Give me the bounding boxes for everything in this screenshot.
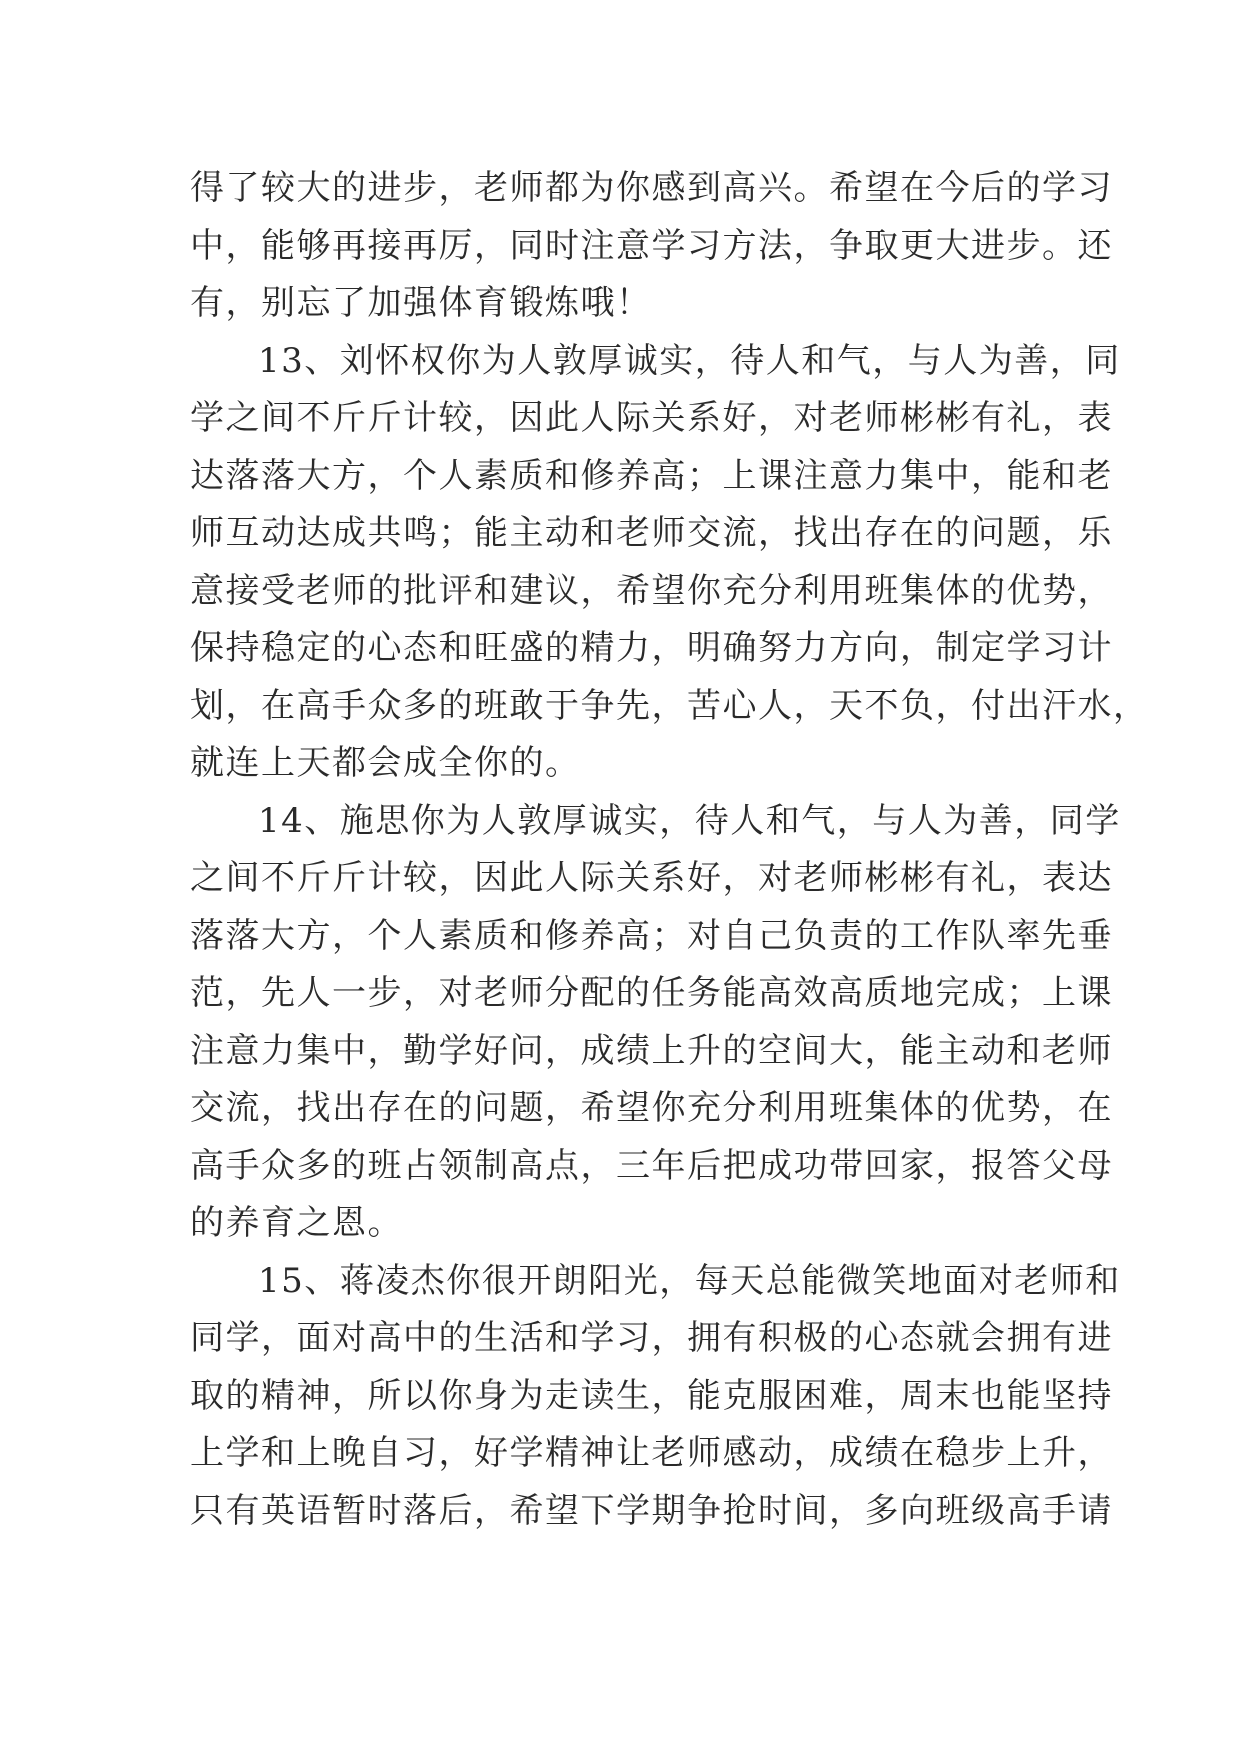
text-line: 之间不斤斤计较，因此人际关系好，对老师彬彬有礼，表达	[190, 858, 1113, 898]
text-line: 学之间不斤斤计较，因此人际关系好，对老师彬彬有礼，表	[190, 398, 1113, 438]
text-line: 师互动达成共鸣；能主动和老师交流，找出存在的问题，乐	[190, 513, 1113, 553]
text-line: 高手众多的班占领制高点，三年后把成功带回家，报答父母	[190, 1145, 1113, 1186]
text-line: 上学和上晚自习，好学精神让老师感动，成绩在稳步上升，	[190, 1433, 1113, 1473]
paragraph-start-line: 14、施思你为人敦厚诚实，待人和气，与人为善，同学	[258, 800, 1121, 841]
text-line: 交流，找出存在的问题，希望你充分利用班集体的优势，在	[190, 1088, 1113, 1128]
text-line: 中，能够再接再厉，同时注意学习方法，争取更大进步。还	[190, 225, 1113, 266]
text-line: 落落大方，个人素质和修养高；对自己负责的工作队率先垂	[190, 915, 1113, 956]
text-line: 同学，面对高中的生活和学习，拥有积极的心态就会拥有进	[190, 1318, 1113, 1358]
text-line: 有，别忘了加强体育锻炼哦！	[190, 283, 652, 323]
text-line: 取的精神，所以你身为走读生，能克服困难，周末也能坚持	[190, 1375, 1113, 1416]
text-line: 只有英语暂时落后，希望下学期争抢时间，多向班级高手请	[190, 1490, 1113, 1531]
document-body	[190, 160, 1149, 1540]
text-line: 得了较大的进步，老师都为你感到高兴。希望在今后的学习	[190, 168, 1113, 208]
text-line: 注意力集中，勤学好问，成绩上升的空间大，能主动和老师	[190, 1030, 1113, 1071]
text-line: 范，先人一步，对老师分配的任务能高效高质地完成；上课	[190, 973, 1113, 1013]
text-line: 达落落大方，个人素质和修养高；上课注意力集中，能和老	[190, 455, 1113, 496]
paragraph-start-line: 15、蒋凌杰你很开朗阳光，每天总能微笑地面对老师和	[258, 1260, 1121, 1301]
text-line: 意接受老师的批评和建议，希望你充分利用班集体的优势，	[190, 570, 1113, 611]
text-line: 保持稳定的心态和旺盛的精力，明确努力方向，制定学习计	[190, 628, 1113, 668]
text-line: 的养育之恩。	[190, 1203, 403, 1243]
text-line: 划，在高手众多的班敢于争先，苦心人，天不负，付出汗水，	[190, 685, 1149, 726]
paragraph-start-line: 13、刘怀权你为人敦厚诚实，待人和气，与人为善，同	[258, 340, 1121, 381]
text-line: 就连上天都会成全你的。	[190, 743, 581, 783]
